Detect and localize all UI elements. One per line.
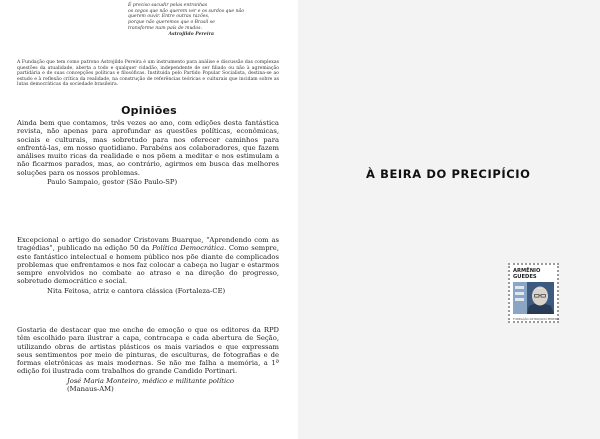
letter-body-text: . Como sempre, este fantástico intelectual e homem público nos põe diante de complicados problemas que enfrentamos e nos faz colocar a cabeça no lugar e estarmos sempre envolvidos no combate ao atraso e na direção do progresso, sobretudo democrático e social.	[17, 244, 279, 286]
section-title: Opiniões	[121, 104, 177, 117]
epigraph-line: os cegos que não querem ver e os surdos que não	[128, 8, 245, 14]
reader-letter	[17, 119, 279, 186]
right-page	[298, 0, 600, 439]
letter-body: Gostaria de destacar que me enche de emoção o que os editores da RPD têm escolhido para ilustrar a capa, contracapa e cada abertura de Seção, utilizando obras de artistas plásticos os mais variados e que expressam seus sentimentos por meio de pinturas, de esculturas, de fotografias e de formas eletrônicas as mais modernas. Se não me falha a memória, a 1ª edição foi ilustrada com trabalhos do grande Candido Portinari.	[17, 326, 279, 376]
letter-body	[17, 236, 279, 286]
stamp-name-line: GUEDES	[513, 274, 537, 281]
epigraph	[128, 3, 258, 37]
epigraph-line: transforme num país de mudos.	[128, 25, 202, 31]
letter-signature: Paulo Sampaio, gestor (São Paulo-SP)	[47, 178, 178, 187]
letter-signature-place: (Manaus-AM)	[67, 385, 114, 394]
left-page	[0, 0, 298, 439]
epigraph-line: porque não queremos que o Brasil se	[128, 20, 215, 26]
letter-body: Ainda bem que contamos, três vezes ao ano, com edições desta fantástica revista, não apenas para aprofundar as questões políticas, econômicas, sociais e culturais, mas sobretudo para nos oferecer caminhos para enfrentá-las, em nosso quotidiano. Parabéns aos colaboradores, que fazem análises muito ricas da realidade e nos põem a meditar e nos estimulam a não ficarmos parados, mas, ao contrário, agirmos em busca das melhores soluções para os nossos problemas.	[17, 119, 279, 177]
letter-body-text: Excepcional o artigo do senador Cristovam Buarque, "Aprendendo com as tragédias", publicado na edição 50 da	[17, 236, 279, 253]
reader-letter	[17, 326, 279, 393]
epigraph-line: querem ouvir. Entre outras razões,	[128, 14, 210, 20]
reader-letter	[17, 236, 279, 295]
epigraph-author: Astrojildo Pereira	[168, 31, 214, 37]
stamp-name	[513, 268, 540, 281]
stamp-caption: FUNDAÇÃO ASTROJILDO PEREIRA	[513, 317, 560, 321]
magazine-title: Política Democrática	[152, 244, 225, 253]
letter-signature: Nita Feitosa, atriz e cantora clássica (Fortaleza-CE)	[47, 286, 226, 295]
stamp-name-line: ARMÊNIO	[513, 268, 541, 274]
portrait-stamp	[508, 263, 559, 323]
portrait-photo	[513, 282, 554, 314]
chapter-title: À BEIRA DO PRECIPÍCIO	[366, 167, 531, 181]
epigraph-line: É preciso sacudir pelas entranhas	[128, 3, 208, 8]
foundation-intro: A Fundação que tem como patrono Astrojildo Pereira é um instrumento para análise e discussão das complexas questões da atualidade, aberta a todo e qualquer cidadão, independente de ser filiado ou não à agremiação partidária e de suas concepções políticas e filosóficas. Instituída pelo Partido Popular Socialista, destina-se ao estudo e à reflexão crítica da realidade, na construção de referências teóricas e culturais que incidam sobre as lutas democráticas da sociedade brasileira.	[17, 60, 279, 88]
letter-signature: José Maria Monteiro, médico e militante político	[67, 376, 235, 385]
